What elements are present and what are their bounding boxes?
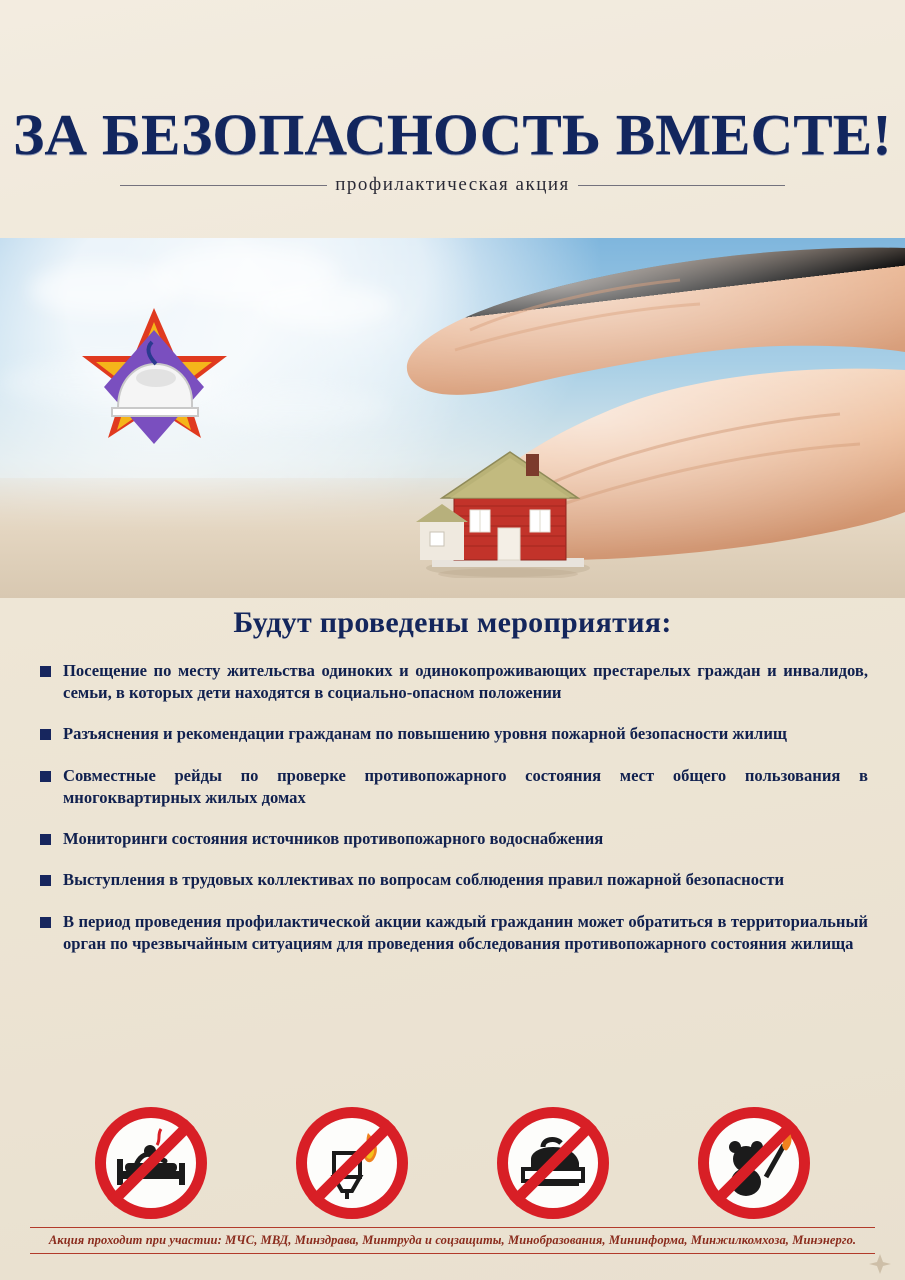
list-item xyxy=(40,911,868,955)
list-item xyxy=(40,660,868,704)
subtitle-rule-right xyxy=(578,185,785,186)
no-unattended-iron-icon xyxy=(497,1107,609,1219)
section-heading: Будут проведены мероприятия: xyxy=(233,606,672,639)
bullet-square-icon xyxy=(40,834,51,845)
subtitle-row xyxy=(0,174,905,196)
page-subtitle: профилактическая акция xyxy=(335,174,570,195)
footer-rule-bottom xyxy=(30,1253,875,1254)
page-title: ЗА БЕЗОПАСНОСТЬ ВМЕСТЕ! xyxy=(13,102,892,167)
list-item-text: В период проведения профилактической акции каждый гражданин может обратиться в территориальный орган по чрезвычайным ситуациям для проведения обследования противопожарного состояния жилища xyxy=(63,911,868,953)
toy-house-illustration xyxy=(398,418,618,578)
mchs-emblem-icon xyxy=(72,304,237,469)
no-open-fire-heater-icon xyxy=(296,1107,408,1219)
footer-text: Акция проходит при участии: МЧС, МВД, Минздрава, Минтруда и соцзащиты, Минобразования, Мининформа, Минжилкомхоза, Минэнерго. xyxy=(48,1233,857,1247)
bullet-square-icon xyxy=(40,771,51,782)
list-item xyxy=(40,869,868,891)
list-item-text: Совместные рейды по проверке противопожарного состояния мест общего пользования в многоквартирных жилых домах xyxy=(63,765,868,807)
bullet-square-icon xyxy=(40,666,51,677)
no-children-with-matches-icon xyxy=(698,1107,810,1219)
list-item xyxy=(40,723,868,745)
list-item-text: Посещение по месту жительства одиноких и одинокопроживающих престарелых граждан и инвалидов, семьи, в которых дети находятся в социально-опасном положении xyxy=(63,661,868,703)
prohibition-signs-row xyxy=(0,1104,905,1222)
list-item xyxy=(40,765,868,809)
list-item-text: Разъяснения и рекомендации гражданам по повышению уровня пожарной безопасности жилищ xyxy=(63,724,787,744)
list-item xyxy=(40,828,868,850)
footer-rule-top xyxy=(30,1227,875,1228)
no-smoking-in-bed-icon xyxy=(95,1107,207,1219)
corner-watermark-icon xyxy=(869,1254,891,1274)
title-block xyxy=(0,102,905,196)
list-item-text: Мониторинги состояния источников противопожарного водоснабжения xyxy=(63,829,604,849)
subtitle-rule-left xyxy=(120,185,327,186)
bullet-square-icon xyxy=(40,917,51,928)
list-item-text: Выступления в трудовых коллективах по вопросам соблюдения правил пожарной безопасности xyxy=(63,870,785,890)
measures-list xyxy=(40,660,868,974)
bullet-square-icon xyxy=(40,729,51,740)
footer xyxy=(0,1227,905,1254)
bullet-square-icon xyxy=(40,875,51,886)
hands-protecting-house-photo xyxy=(0,238,905,598)
